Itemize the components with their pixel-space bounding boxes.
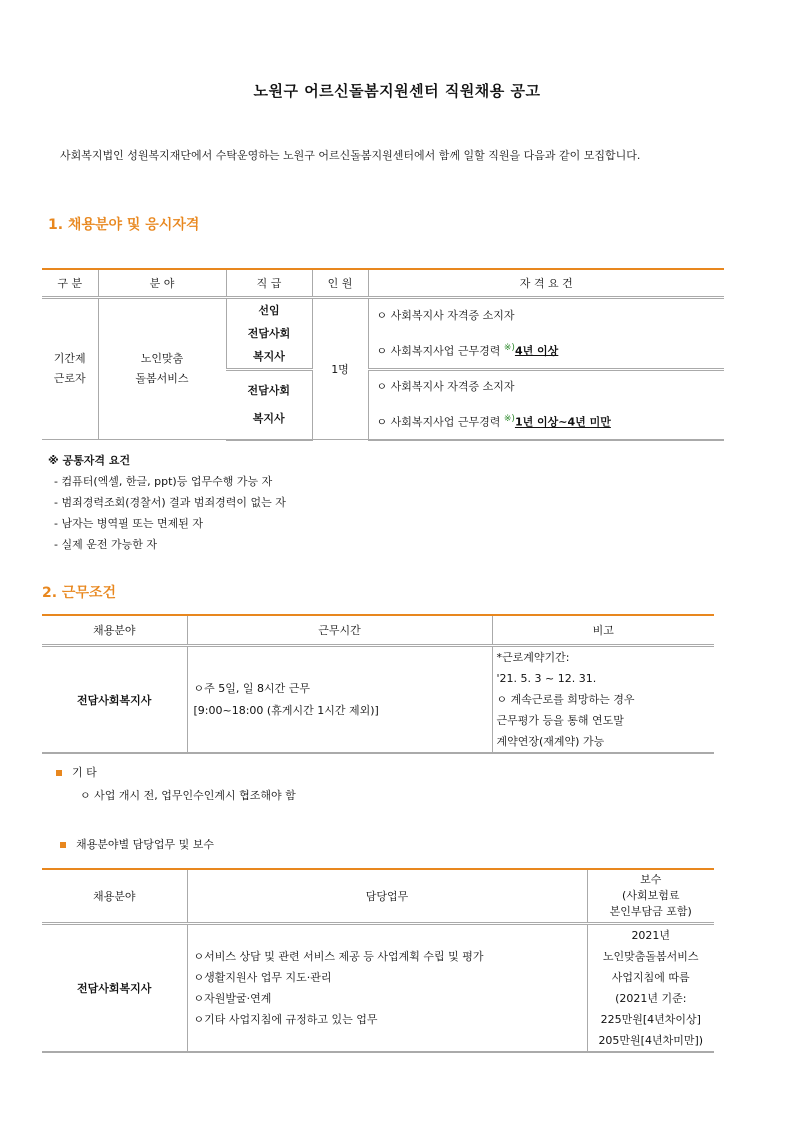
work-conditions-table <box>42 614 714 754</box>
duty-item: ㅇ자원발굴·연계 <box>193 992 272 1005</box>
note-mark: ※) <box>503 342 515 353</box>
experience-value: 4년 이상 <box>514 344 559 358</box>
page-title: 노원구 어르신돌봄지원센터 직원채용 공고 <box>253 82 541 100</box>
note-line: *근로계약기간: <box>496 651 570 664</box>
note-line: '21. 5. 3 ~ 12. 31. <box>496 672 597 685</box>
header-hours: 근무시간 <box>187 615 492 646</box>
experience-value: 1년 이상~4년 미만 <box>514 415 611 429</box>
table-row <box>42 646 714 754</box>
requirement-experience-label: ㅇ 사회복지사업 근무경력 <box>376 344 504 358</box>
field-cell: 전담사회복지사 <box>42 646 187 754</box>
header-field: 채용분야 <box>42 615 187 646</box>
hours-cell <box>187 646 492 754</box>
table-row <box>42 298 724 370</box>
note-line: ㅇ 계속근로를 희망하는 경우 <box>496 693 635 706</box>
header-pay: 보수 (사회보험료 본인부담금 포함) <box>587 869 714 924</box>
note-line: 계약연장(재계약) 가능 <box>496 735 605 748</box>
requirement-experience <box>377 403 725 439</box>
header-note: 비고 <box>492 615 714 646</box>
etc-block <box>56 762 296 806</box>
duties-heading: 채용분야별 담당업무 및 보수 <box>76 838 215 851</box>
requirement-license: ㅇ 사회복지사 자격증 소지자 <box>376 308 515 322</box>
pay-line: 노인맞춤돌봄서비스 <box>602 950 699 963</box>
list-item: - 실제 운전 가능한 자 <box>54 538 157 551</box>
hours-line: ㅇ주 5일, 일 8시간 근무 <box>193 681 310 695</box>
list-item: - 컴퓨터(엑셀, 한글, ppt)등 업무수행 가능 자 <box>54 475 273 488</box>
duty-item: ㅇ생활지원사 업무 지도·관리 <box>193 971 332 984</box>
duty-item: ㅇ기타 사업지침에 규정하고 있는 업무 <box>193 1013 378 1026</box>
field-cell: 전담사회복지사 <box>42 924 187 1053</box>
common-heading: ※ 공통자격 요건 <box>48 454 131 467</box>
pay-line: 205만원[4년차미만]) <box>598 1034 704 1047</box>
table-row <box>42 924 714 1053</box>
header-duties: 담당업무 <box>187 869 587 924</box>
pay-line: 사업지침에 따름 <box>611 971 690 984</box>
rank-cell: 전담사회 복지사 <box>226 370 312 440</box>
header-requirements: 자 격 요 건 <box>368 269 724 298</box>
intro-text: 사회복지법인 성원복지재단에서 수탁운영하는 노원구 어르신돌봄지원센터에서 함께 일할 직원을 다음과 같이 모집합니다. <box>60 149 641 162</box>
section1-heading: 1. 채용분야 및 응시자격 <box>48 217 200 233</box>
list-item: - 범죄경력조회(경찰서) 결과 범죄경력이 없는 자 <box>54 496 286 509</box>
work-conditions-header <box>42 615 714 646</box>
requirement-license: ㅇ 사회복지사 자격증 소지자 <box>376 380 515 393</box>
list-item: - 남자는 병역필 또는 면제된 자 <box>54 517 203 530</box>
duties-table-header <box>42 869 714 924</box>
common-requirements <box>48 450 286 555</box>
qualification-table-header <box>42 269 724 298</box>
header-category: 구 분 <box>42 269 98 298</box>
note-line: 근무평가 등을 통해 연도말 <box>496 714 624 727</box>
etc-item: ㅇ 사업 개시 전, 업무인수인계시 협조해야 함 <box>80 789 296 802</box>
hours-line: [9:00~18:00 (휴게시간 1시간 제외)] <box>193 703 379 717</box>
requirement-experience-label: ㅇ 사회복지사업 근무경력 <box>376 415 504 429</box>
duties-heading-row <box>60 834 214 855</box>
pay-cell <box>587 924 714 1053</box>
count-cell: 1명 <box>312 298 368 440</box>
category-cell: 기간제 근로자 <box>42 298 98 440</box>
square-bullet-icon <box>56 770 62 776</box>
field-cell: 노인맞춤 돌봄서비스 <box>98 298 226 440</box>
duty-item: ㅇ서비스 상담 및 관련 서비스 제공 등 사업계획 수립 및 평가 <box>193 950 484 963</box>
qualification-table <box>42 268 724 441</box>
header-field: 채용분야 <box>42 869 187 924</box>
header-field: 분 야 <box>98 269 226 298</box>
duties-table <box>42 868 714 1053</box>
requirements-senior-cell <box>368 298 724 370</box>
header-count: 인 원 <box>312 269 368 298</box>
header-rank: 직 급 <box>226 269 312 298</box>
note-cell <box>492 646 714 754</box>
square-bullet-icon <box>60 842 66 848</box>
pay-line: 225만원[4년차이상] <box>600 1013 701 1026</box>
etc-heading: 기 타 <box>72 766 97 779</box>
section2-heading: 2. 근무조건 <box>42 585 117 601</box>
requirements-cell <box>368 370 724 440</box>
duties-cell <box>187 924 587 1053</box>
note-mark: ※) <box>503 414 515 424</box>
pay-line: 2021년 <box>631 929 671 942</box>
requirement-experience <box>377 332 725 368</box>
etc-heading-row <box>56 762 296 783</box>
pay-line: (2021년 기준: <box>615 992 687 1005</box>
rank-senior-cell: 선임 전담사회 복지사 <box>226 298 312 370</box>
